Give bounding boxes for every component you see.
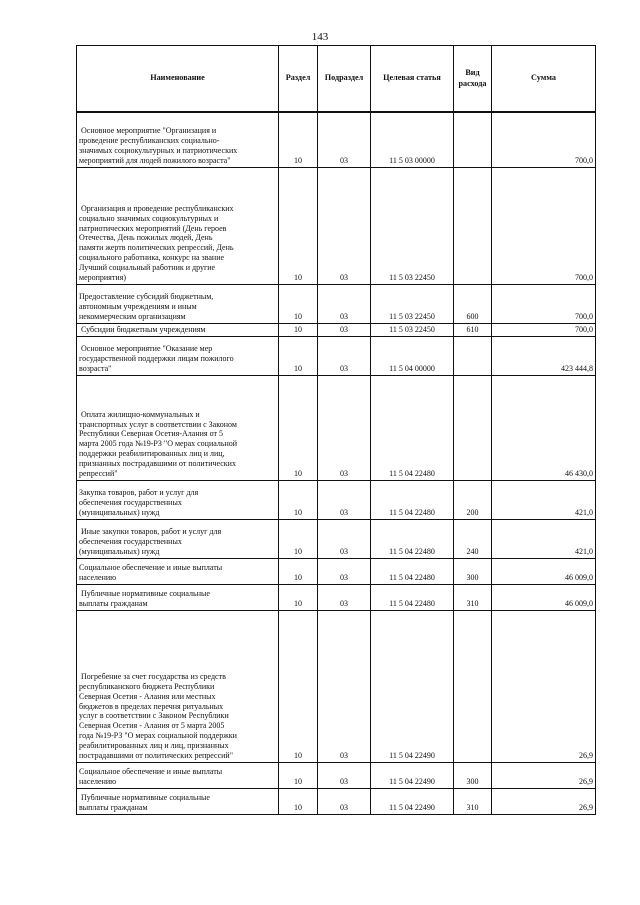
table-row bbox=[77, 336, 596, 375]
table-row bbox=[77, 610, 596, 762]
table-row bbox=[77, 167, 596, 284]
row-name: Публичные нормативные социальные выплаты гражданам bbox=[77, 788, 279, 814]
row-target: 11 5 04 22480 bbox=[371, 519, 454, 558]
row-section: 10 bbox=[279, 284, 318, 323]
table-row bbox=[77, 584, 596, 610]
row-target: 11 5 04 22490 bbox=[371, 610, 454, 762]
row-target: 11 5 04 22480 bbox=[371, 584, 454, 610]
table-row bbox=[77, 112, 596, 167]
table-row bbox=[77, 558, 596, 584]
row-subsection: 03 bbox=[318, 323, 371, 336]
row-section: 10 bbox=[279, 112, 318, 167]
row-section: 10 bbox=[279, 167, 318, 284]
header-expense-type: Вид расхода bbox=[454, 46, 492, 113]
table-row bbox=[77, 375, 596, 480]
table-row bbox=[77, 788, 596, 814]
row-target: 11 5 03 22450 bbox=[371, 323, 454, 336]
row-name: Погребение за счет государства из средств республиканского бюджета Республики Северная Осетия - Алания или местных бюджетов в пределах перечня ритуальных услуг в соответствии с Законом Республики Северная Осетия - Алания от 5 марта 2005 года №19-РЗ "О мерах социальной поддержки реабилитированных лиц и лиц, признанных пострадавшими от политических репрессий" bbox=[77, 610, 279, 762]
row-target: 11 5 04 00000 bbox=[371, 336, 454, 375]
row-name: Предоставление субсидий бюджетным, автономным учреждениям и иным некоммерческим организациям bbox=[77, 284, 279, 323]
row-expense-type bbox=[454, 375, 492, 480]
row-section: 10 bbox=[279, 323, 318, 336]
table-row bbox=[77, 323, 596, 336]
row-name: Публичные нормативные социальные выплаты гражданам bbox=[77, 584, 279, 610]
row-target: 11 5 03 22450 bbox=[371, 167, 454, 284]
row-amount: 46 009,0 bbox=[492, 558, 596, 584]
row-expense-type: 600 bbox=[454, 284, 492, 323]
row-subsection: 03 bbox=[318, 284, 371, 323]
row-subsection: 03 bbox=[318, 558, 371, 584]
row-section: 10 bbox=[279, 584, 318, 610]
row-subsection: 03 bbox=[318, 112, 371, 167]
row-section: 10 bbox=[279, 788, 318, 814]
row-section: 10 bbox=[279, 610, 318, 762]
table-row bbox=[77, 284, 596, 323]
row-section: 10 bbox=[279, 375, 318, 480]
table-header-row bbox=[77, 46, 596, 113]
row-expense-type: 240 bbox=[454, 519, 492, 558]
row-target: 11 5 04 22480 bbox=[371, 558, 454, 584]
header-name: Наименование bbox=[77, 46, 279, 113]
row-target: 11 5 04 22480 bbox=[371, 480, 454, 519]
row-section: 10 bbox=[279, 558, 318, 584]
row-expense-type: 200 bbox=[454, 480, 492, 519]
row-amount: 421,0 bbox=[492, 519, 596, 558]
row-subsection: 03 bbox=[318, 480, 371, 519]
page-number: 143 bbox=[311, 31, 329, 43]
row-amount: 26,9 bbox=[492, 762, 596, 788]
row-expense-type: 300 bbox=[454, 558, 492, 584]
budget-table bbox=[76, 45, 596, 815]
row-name: Социальное обеспечение и иные выплаты населению bbox=[77, 558, 279, 584]
table-body bbox=[77, 112, 596, 814]
row-amount: 26,9 bbox=[492, 788, 596, 814]
row-expense-type: 610 bbox=[454, 323, 492, 336]
row-target: 11 5 03 00000 bbox=[371, 112, 454, 167]
header-section: Раздел bbox=[279, 46, 318, 113]
header-amount: Сумма bbox=[492, 46, 596, 113]
row-section: 10 bbox=[279, 480, 318, 519]
row-subsection: 03 bbox=[318, 375, 371, 480]
row-amount: 700,0 bbox=[492, 284, 596, 323]
row-amount: 421,0 bbox=[492, 480, 596, 519]
row-name: Оплата жилищно-коммунальных и транспортных услуг в соответствии с Законом Республики Северная Осетия-Алания от 5 марта 2005 года №19-РЗ "О мерах социальной поддержки реабилитированных лиц и лиц, признанных пострадавшими от политических репрессий" bbox=[77, 375, 279, 480]
row-subsection: 03 bbox=[318, 762, 371, 788]
row-subsection: 03 bbox=[318, 167, 371, 284]
row-subsection: 03 bbox=[318, 519, 371, 558]
row-amount: 46 009,0 bbox=[492, 584, 596, 610]
row-subsection: 03 bbox=[318, 788, 371, 814]
row-expense-type bbox=[454, 167, 492, 284]
row-name: Субсидии бюджетным учреждениям bbox=[77, 323, 279, 336]
row-section: 10 bbox=[279, 519, 318, 558]
row-amount: 26,9 bbox=[492, 610, 596, 762]
header-subsection: Подраздел bbox=[318, 46, 371, 113]
row-name: Основное мероприятие "Организация и проведение республиканских социально- значимых социокультурных и патриотических мероприятий для людей пожилого возраста" bbox=[77, 112, 279, 167]
row-target: 11 5 03 22450 bbox=[371, 284, 454, 323]
row-section: 10 bbox=[279, 762, 318, 788]
row-target: 11 5 04 22490 bbox=[371, 762, 454, 788]
row-amount: 46 430,0 bbox=[492, 375, 596, 480]
row-target: 11 5 04 22480 bbox=[371, 375, 454, 480]
row-amount: 423 444,8 bbox=[492, 336, 596, 375]
row-name: Иные закупки товаров, работ и услуг для обеспечения государственных (муниципальных) нужд bbox=[77, 519, 279, 558]
row-subsection: 03 bbox=[318, 336, 371, 375]
table-row bbox=[77, 762, 596, 788]
row-name: Организация и проведение республиканских социально значимых социокультурных и патриотических мероприятий (День героев Отечества, День пожилых людей, День памяти жертв политических репрессий, День социального работника, конкурс на звание Лучший социальный работник и другие мероприятия) bbox=[77, 167, 279, 284]
row-amount: 700,0 bbox=[492, 167, 596, 284]
row-amount: 700,0 bbox=[492, 112, 596, 167]
row-expense-type: 300 bbox=[454, 762, 492, 788]
row-name: Основное мероприятие "Оказание мер государственной поддержки лицам пожилого возраста" bbox=[77, 336, 279, 375]
row-expense-type bbox=[454, 336, 492, 375]
row-expense-type bbox=[454, 112, 492, 167]
row-target: 11 5 04 22490 bbox=[371, 788, 454, 814]
row-name: Социальное обеспечение и иные выплаты населению bbox=[77, 762, 279, 788]
row-subsection: 03 bbox=[318, 584, 371, 610]
row-amount: 700,0 bbox=[492, 323, 596, 336]
row-name: Закупка товаров, работ и услуг для обеспечения государственных (муниципальных) нужд bbox=[77, 480, 279, 519]
header-target: Целевая статья bbox=[371, 46, 454, 113]
table-row bbox=[77, 480, 596, 519]
row-expense-type bbox=[454, 610, 492, 762]
row-section: 10 bbox=[279, 336, 318, 375]
row-subsection: 03 bbox=[318, 610, 371, 762]
row-expense-type: 310 bbox=[454, 584, 492, 610]
row-expense-type: 310 bbox=[454, 788, 492, 814]
table-row bbox=[77, 519, 596, 558]
